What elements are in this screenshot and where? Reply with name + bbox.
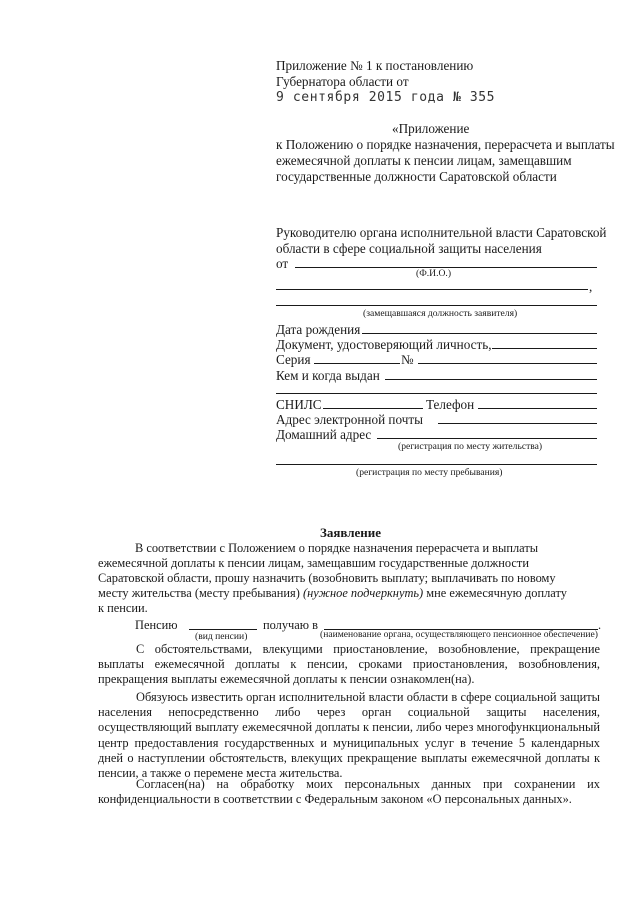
header-line-1: Приложение № 1 к постановлению [276, 58, 474, 73]
snils-field[interactable] [323, 408, 423, 409]
address-field-line-1[interactable] [276, 289, 588, 290]
addressee-line-1: Руководителю органа исполнительной власти Саратовской [276, 225, 607, 240]
email-field[interactable] [438, 423, 597, 424]
statement-p1-line-2: ежемесячной доплаты к пенсии лицам, замещавшим государственные должности [98, 556, 529, 570]
statement-title: Заявление [320, 525, 382, 540]
home-address-label: Домашний адрес [276, 427, 372, 442]
annex-line-3: государственные должности Саратовской области [276, 169, 557, 184]
annex-line-1: к Положению о порядке назначения, перерасчета и выплаты [276, 137, 615, 152]
statement-paragraph-2: С обстоятельствами, влекущими приостановление, возобновление, прекращение выплаты ежемесячной доплаты к пенсии, сроками приостановления, возобновления, прекращения выплаты ежемесячной доплаты к пенсии ознакомлен(на). [98, 642, 600, 687]
statement-paragraph-3: Обязуюсь известить орган исполнительной власти области в сфере социальной защиты населения непосредственно либо через орган социальной защиты населения, осуществляющий выплату ежемесячной доплаты к пенсии, либо через многофункциональный центр предоставления государственных и муниципальных услуг в течение 5 календарных дней о наступлении обстоятельств, влекущих прекращение выплаты ежемесячной доплаты к пенсии, а также о перемене места жительства. [98, 690, 600, 781]
issued-field[interactable] [385, 379, 597, 380]
statement-p1-line-5: к пенсии. [98, 601, 148, 615]
position-caption: (замещавшаяся должность заявителя) [363, 308, 518, 319]
statement-p1-line-4: месту жительства (месту пребывания) (нужное подчеркнуть) мне ежемесячную доплату [98, 586, 567, 600]
snils-label: СНИЛС [276, 397, 322, 412]
pension-label: Пенсию [135, 618, 178, 632]
home-address-field[interactable] [377, 438, 597, 439]
birth-date-label: Дата рождения [276, 322, 361, 337]
series-label: Серия [276, 352, 311, 367]
annex-title: «Приложение [392, 121, 470, 136]
stay-address-field[interactable] [276, 464, 597, 465]
header-line-2: Губернатора области от [276, 74, 409, 89]
comma: , [589, 279, 593, 294]
position-field[interactable] [276, 305, 597, 306]
reg-stay-caption: (регистрация по месту пребывания) [356, 467, 503, 478]
number-field[interactable] [418, 363, 597, 364]
reg-residence-caption: (регистрация по месту жительства) [398, 441, 543, 452]
period: . [598, 618, 602, 632]
statement-p1-line-1: В соответствии с Положением о порядке назначения перерасчета и выплаты [135, 541, 539, 555]
annex-line-2: ежемесячной доплаты к пенсии лицам, замещавшим [276, 153, 572, 168]
addressee-line-2: области в сфере социальной защиты населения [276, 241, 542, 256]
birth-date-field[interactable] [362, 333, 597, 334]
id-document-label: Документ, удостоверяющий личность, [276, 337, 492, 352]
pension-org-caption: (наименование органа, осуществляющего пенсионное обеспечение) [320, 629, 598, 640]
number-label: № [401, 352, 414, 367]
issued-field-line-2[interactable] [276, 393, 597, 394]
phone-label: Телефон [426, 397, 475, 412]
series-field[interactable] [314, 363, 400, 364]
from-label: от [276, 256, 289, 271]
email-label: Адрес электронной почты [276, 412, 423, 427]
id-document-field[interactable] [492, 348, 597, 349]
statement-p1-line-3: Саратовской области, прошу назначить (возобновить выплату; выплачивать по новому [98, 571, 556, 585]
phone-field[interactable] [478, 408, 597, 409]
issued-label: Кем и когда выдан [276, 368, 380, 383]
statement-paragraph-4: Согласен(на) на обработку моих персональных данных при сохранении их конфиденциальности в соответствии с Федеральным законом «О персональных данных». [98, 777, 600, 807]
underline-note: (нужное подчеркнуть) [302, 586, 424, 600]
receive-label: получаю в [263, 618, 318, 632]
pension-type-caption: (вид пенсии) [195, 631, 248, 642]
decree-date-stamp: 9 сентября 2015 года № 355 [276, 90, 496, 105]
fio-caption: (Ф.И.О.) [416, 268, 452, 279]
pension-type-field[interactable] [189, 629, 257, 630]
